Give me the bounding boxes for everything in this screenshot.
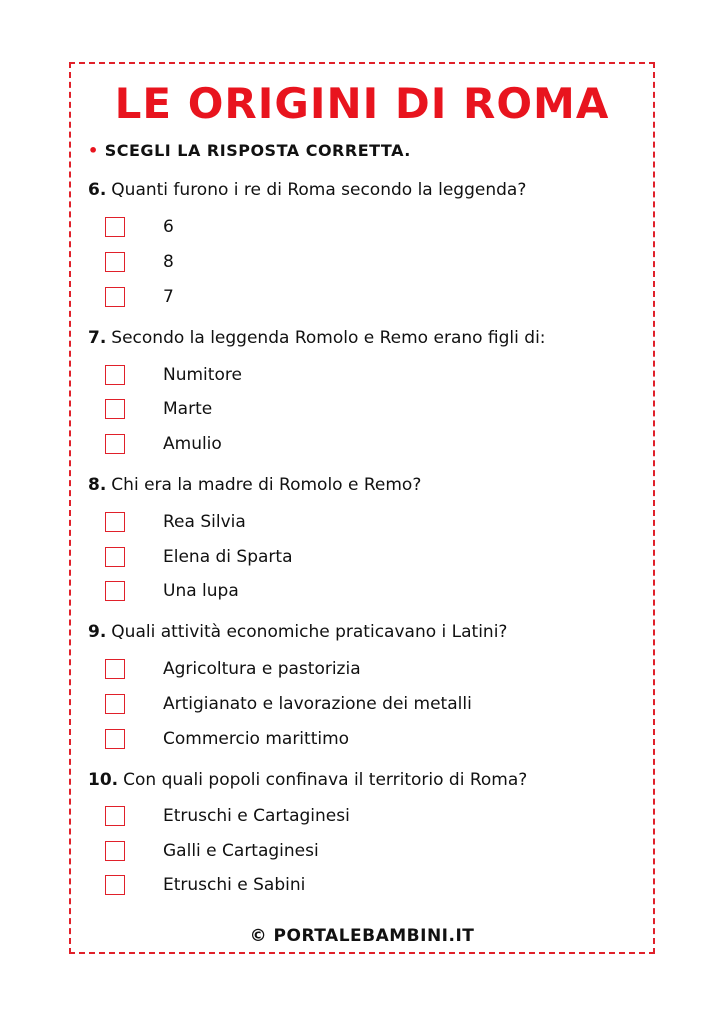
question-6 — [88, 179, 526, 201]
question-7 — [88, 327, 546, 349]
option-6c — [105, 285, 174, 309]
option-label: Rea Silvia — [163, 512, 246, 532]
page-title: LE ORIGINI DI ROMA — [114, 79, 610, 128]
answer-checkbox[interactable] — [105, 875, 125, 895]
option-10a — [105, 804, 350, 828]
option-10b — [105, 839, 319, 863]
option-7a — [105, 363, 242, 387]
instruction-text: SCEGLI LA RISPOSTA CORRETTA. — [104, 141, 411, 160]
option-6a — [105, 215, 174, 239]
option-label: Etruschi e Sabini — [163, 875, 306, 895]
answer-checkbox[interactable] — [105, 287, 125, 307]
option-8b — [105, 545, 293, 569]
answer-checkbox[interactable] — [105, 694, 125, 714]
option-label: Artigianato e lavorazione dei metalli — [163, 694, 472, 714]
answer-checkbox[interactable] — [105, 252, 125, 272]
option-label: Amulio — [163, 434, 222, 454]
option-7b — [105, 397, 212, 421]
instruction — [88, 140, 411, 162]
option-label: Galli e Cartaginesi — [163, 841, 319, 861]
option-label: Etruschi e Cartaginesi — [163, 806, 350, 826]
question-number: 9. — [88, 622, 107, 642]
bullet-icon: • — [88, 141, 99, 160]
answer-checkbox[interactable] — [105, 547, 125, 567]
answer-checkbox[interactable] — [105, 365, 125, 385]
option-label: Agricoltura e pastorizia — [163, 659, 361, 679]
option-label: 7 — [163, 287, 174, 307]
answer-checkbox[interactable] — [105, 581, 125, 601]
answer-checkbox[interactable] — [105, 729, 125, 749]
option-label: Commercio marittimo — [163, 729, 350, 749]
option-9b — [105, 692, 472, 716]
option-9a — [105, 657, 361, 681]
option-label: 8 — [163, 252, 174, 272]
option-6b — [105, 250, 174, 274]
answer-checkbox[interactable] — [105, 399, 125, 419]
question-text: Quali attività economiche praticavano i Latini? — [111, 622, 508, 642]
answer-checkbox[interactable] — [105, 512, 125, 532]
option-label: Marte — [163, 399, 213, 419]
question-number: 6. — [88, 180, 107, 200]
question-8 — [88, 474, 421, 496]
option-10c — [105, 873, 305, 897]
copyright-footer: © PORTALEBAMBINI.IT — [249, 926, 475, 946]
question-text: Secondo la leggenda Romolo e Remo erano figli di: — [111, 328, 546, 348]
option-8a — [105, 510, 246, 534]
question-text: Quanti furono i re di Roma secondo la leggenda? — [111, 180, 527, 200]
answer-checkbox[interactable] — [105, 434, 125, 454]
option-label: 6 — [163, 217, 174, 237]
answer-checkbox[interactable] — [105, 841, 125, 861]
answer-checkbox[interactable] — [105, 806, 125, 826]
option-label: Elena di Sparta — [163, 547, 293, 567]
question-9 — [88, 621, 507, 643]
option-label: Una lupa — [163, 581, 239, 601]
question-text: Con quali popoli confinava il territorio di Roma? — [123, 770, 528, 790]
question-number: 7. — [88, 328, 107, 348]
option-7c — [105, 432, 222, 456]
option-label: Numitore — [163, 365, 242, 385]
question-number: 8. — [88, 475, 107, 495]
question-number: 10. — [88, 770, 119, 790]
question-10 — [88, 769, 527, 791]
answer-checkbox[interactable] — [105, 659, 125, 679]
option-8c — [105, 579, 239, 603]
question-text: Chi era la madre di Romolo e Remo? — [111, 475, 422, 495]
option-9c — [105, 727, 349, 751]
answer-checkbox[interactable] — [105, 217, 125, 237]
